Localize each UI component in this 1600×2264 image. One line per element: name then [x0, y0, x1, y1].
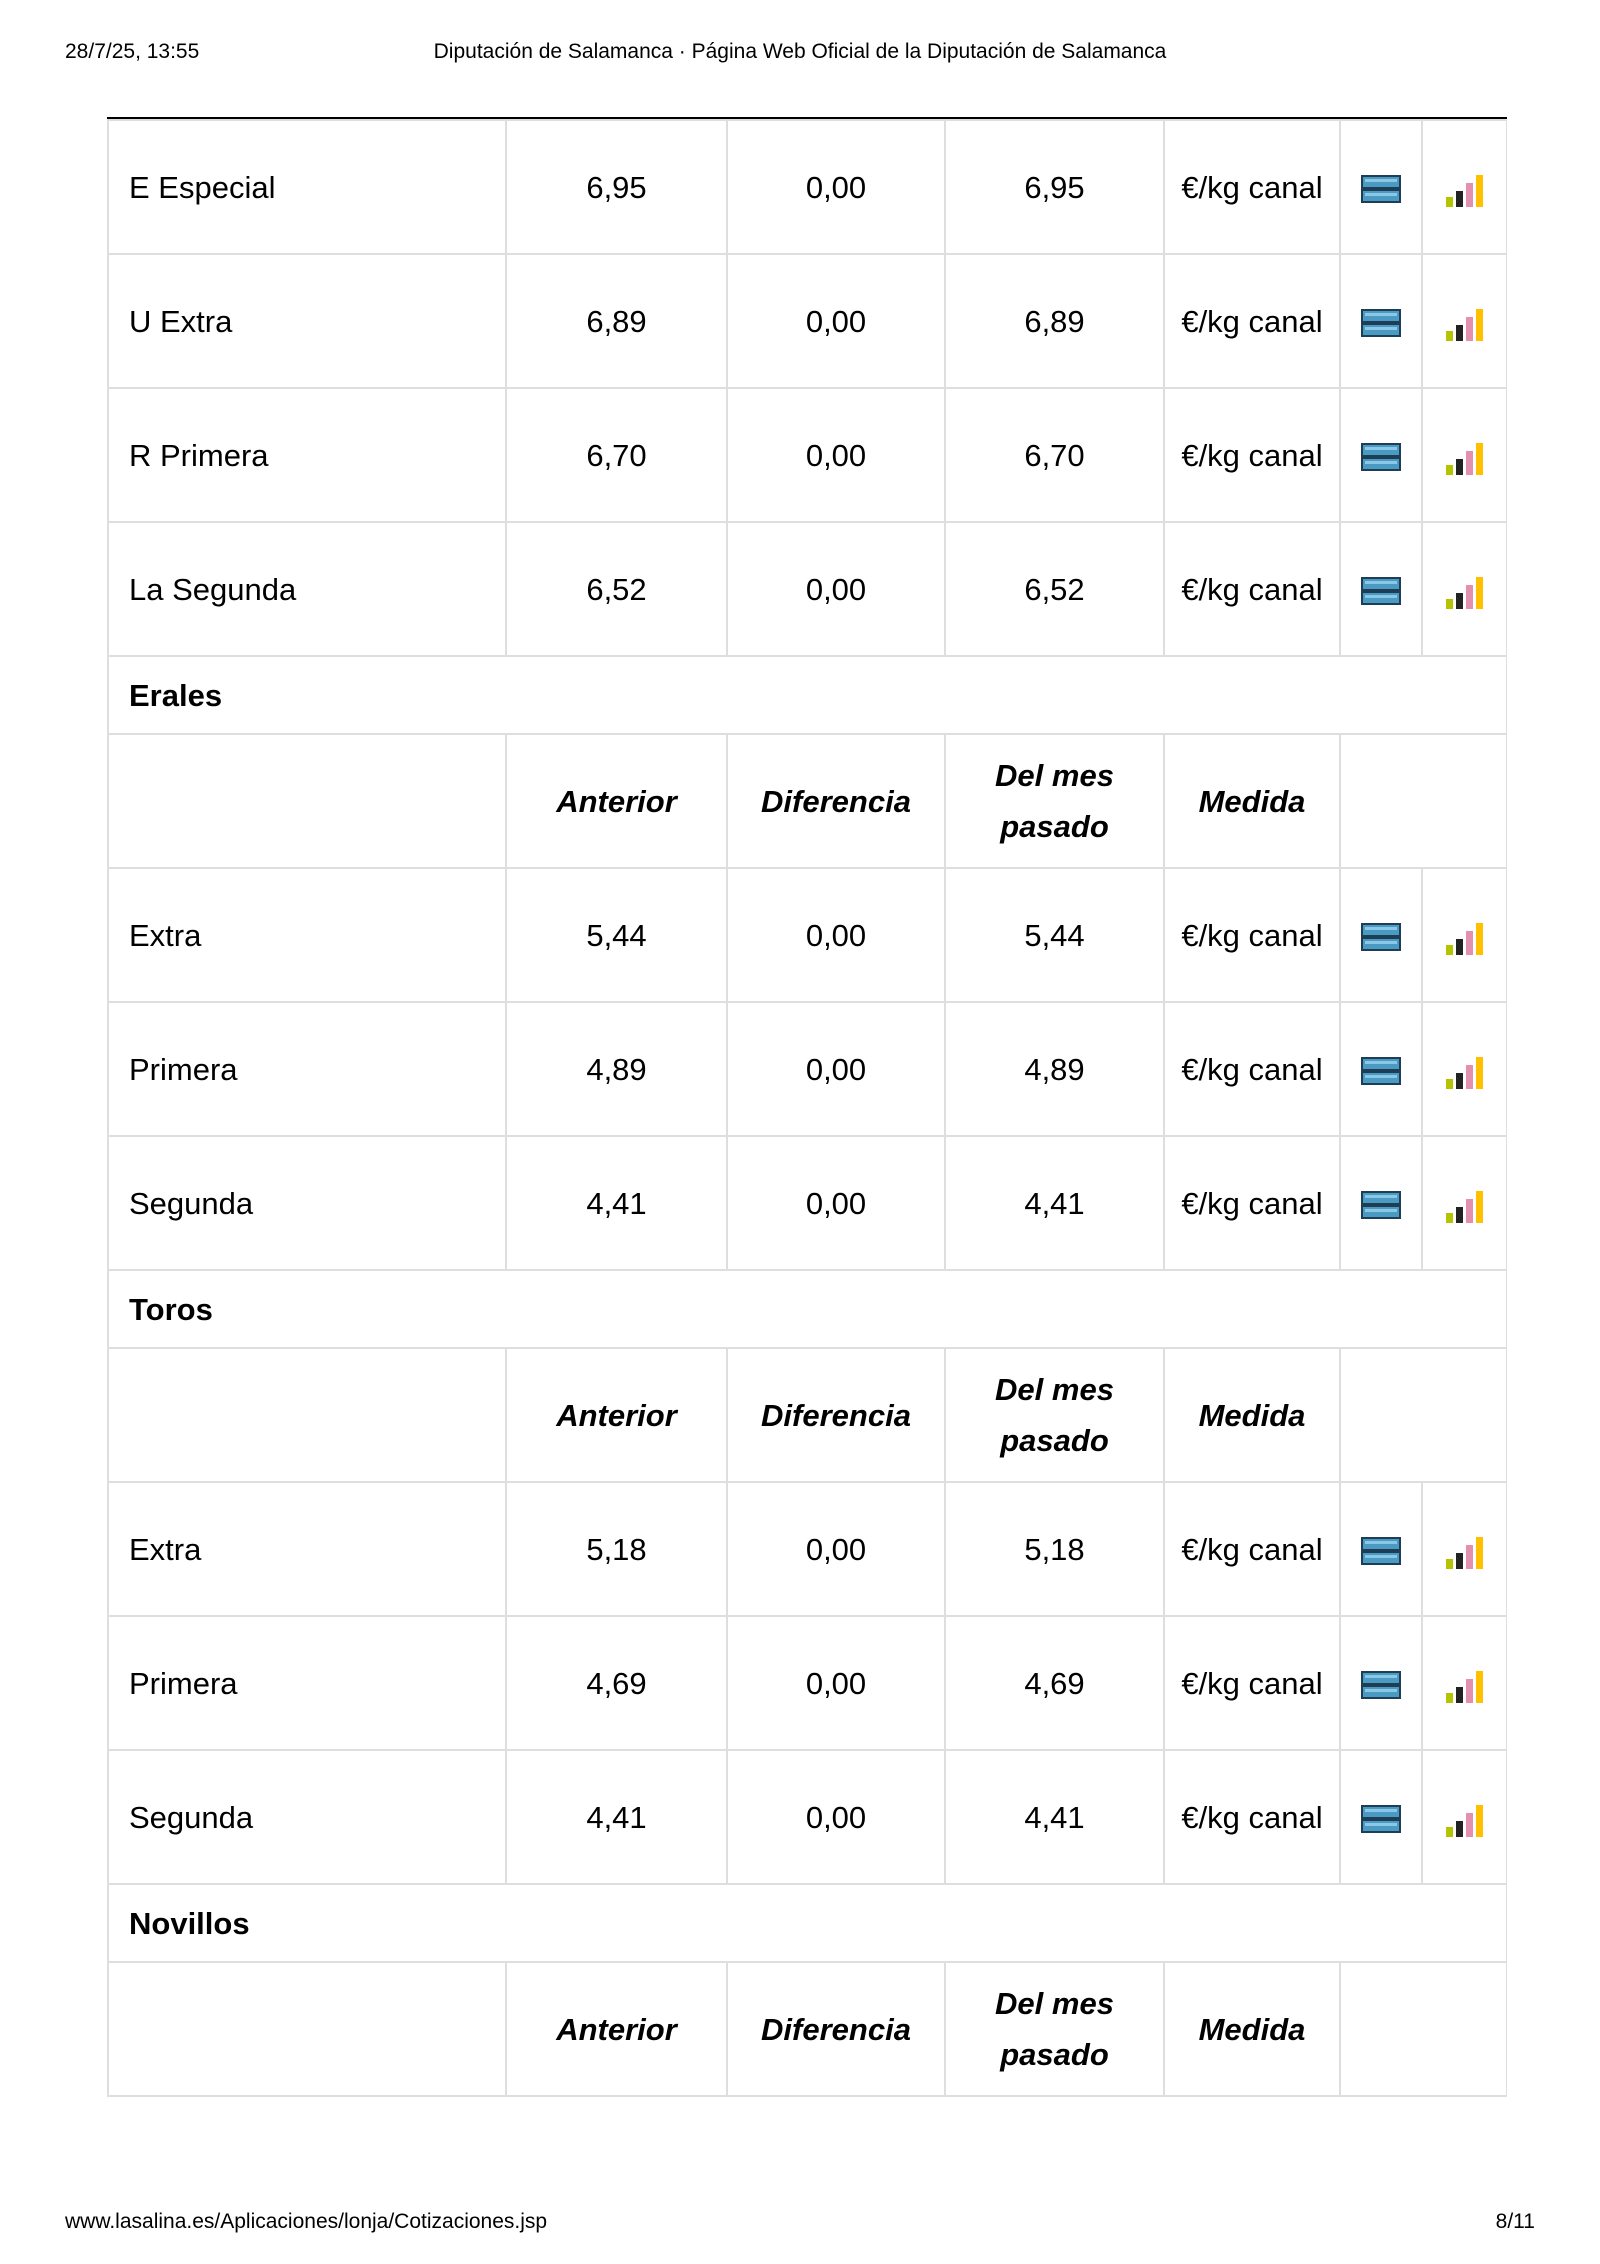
price-mes-pasado: 6,89 — [945, 254, 1164, 388]
bar-chart-icon[interactable] — [1444, 1187, 1486, 1223]
column-header-medida: Medida — [1164, 1348, 1340, 1482]
bar-chart-icon[interactable] — [1444, 1533, 1486, 1569]
table-icon[interactable] — [1361, 443, 1401, 471]
table-icon-cell[interactable] — [1340, 388, 1422, 522]
bar-chart-icon[interactable] — [1444, 919, 1486, 955]
price-diferencia: 0,00 — [727, 522, 945, 656]
print-url: www.lasalina.es/Aplicaciones/lonja/Cotizaciones.jsp — [65, 2210, 548, 2233]
price-diferencia: 0,00 — [727, 1002, 945, 1136]
category-name: Primera — [108, 1002, 506, 1136]
price-anterior: 6,70 — [506, 388, 727, 522]
cotizaciones-table — [107, 119, 1507, 2097]
category-name: R Primera — [108, 388, 506, 522]
price-unit: €/kg canal — [1164, 1136, 1340, 1270]
category-name: La Segunda — [108, 522, 506, 656]
column-header-anterior: Anterior — [506, 1348, 727, 1482]
chart-icon-cell[interactable] — [1422, 1616, 1507, 1750]
bar-chart-icon[interactable] — [1444, 1667, 1486, 1703]
price-mes-pasado: 5,18 — [945, 1482, 1164, 1616]
category-name: U Extra — [108, 254, 506, 388]
table-icon-cell[interactable] — [1340, 868, 1422, 1002]
section-header-row — [108, 656, 1507, 734]
price-unit: €/kg canal — [1164, 1750, 1340, 1884]
price-diferencia: 0,00 — [727, 254, 945, 388]
column-header-del-mes-pasado: Del mes pasado — [945, 734, 1164, 868]
chart-icon-cell[interactable] — [1422, 120, 1507, 254]
table-icon[interactable] — [1361, 1537, 1401, 1565]
price-unit: €/kg canal — [1164, 388, 1340, 522]
table-icon[interactable] — [1361, 577, 1401, 605]
table-icon-cell[interactable] — [1340, 1750, 1422, 1884]
bar-chart-icon[interactable] — [1444, 573, 1486, 609]
category-name: Segunda — [108, 1750, 506, 1884]
price-diferencia: 0,00 — [727, 1750, 945, 1884]
table-icon[interactable] — [1361, 923, 1401, 951]
category-name: Extra — [108, 868, 506, 1002]
column-header-empty — [108, 1348, 506, 1482]
column-header-empty — [108, 1962, 506, 2096]
table-row — [108, 1136, 1507, 1270]
table-row — [108, 120, 1507, 254]
column-header-row — [108, 734, 1507, 868]
column-header-empty — [108, 734, 506, 868]
price-anterior: 4,69 — [506, 1616, 727, 1750]
section-title: Toros — [108, 1270, 1507, 1348]
cotizaciones-table-container — [107, 117, 1507, 2118]
table-icon-cell[interactable] — [1340, 1616, 1422, 1750]
price-unit: €/kg canal — [1164, 1482, 1340, 1616]
chart-icon-cell[interactable] — [1422, 388, 1507, 522]
print-page-title: Diputación de Salamanca · Página Web Oficial de la Diputación de Salamanca — [433, 40, 1167, 63]
price-unit: €/kg canal — [1164, 1616, 1340, 1750]
price-anterior: 6,52 — [506, 522, 727, 656]
print-footer — [65, 2210, 1535, 2240]
table-icon[interactable] — [1361, 1057, 1401, 1085]
table-row — [108, 1616, 1507, 1750]
price-anterior: 4,89 — [506, 1002, 727, 1136]
price-unit: €/kg canal — [1164, 1002, 1340, 1136]
price-mes-pasado: 4,69 — [945, 1616, 1164, 1750]
table-row — [108, 868, 1507, 1002]
chart-icon-cell[interactable] — [1422, 868, 1507, 1002]
price-anterior: 5,44 — [506, 868, 727, 1002]
column-header-diferencia: Diferencia — [727, 1348, 945, 1482]
price-unit: €/kg canal — [1164, 868, 1340, 1002]
section-header-row — [108, 1270, 1507, 1348]
table-row — [108, 1002, 1507, 1136]
price-mes-pasado: 6,70 — [945, 388, 1164, 522]
section-title: Novillos — [108, 1884, 1507, 1962]
column-header-row — [108, 1962, 1507, 2096]
column-header-anterior: Anterior — [506, 734, 727, 868]
price-diferencia: 0,00 — [727, 1482, 945, 1616]
price-mes-pasado: 6,52 — [945, 522, 1164, 656]
price-anterior: 5,18 — [506, 1482, 727, 1616]
column-header-medida: Medida — [1164, 1962, 1340, 2096]
print-header — [65, 40, 1535, 70]
price-diferencia: 0,00 — [727, 1136, 945, 1270]
print-datetime: 28/7/25, 13:55 — [65, 40, 200, 63]
table-icon-cell[interactable] — [1340, 1136, 1422, 1270]
chart-icon-cell[interactable] — [1422, 1002, 1507, 1136]
print-page-number: 8/11 — [1495, 2210, 1535, 2233]
column-header-del-mes-pasado: Del mes pasado — [945, 1962, 1164, 2096]
price-anterior: 4,41 — [506, 1136, 727, 1270]
chart-icon-cell[interactable] — [1422, 522, 1507, 656]
bar-chart-icon[interactable] — [1444, 171, 1486, 207]
category-name: Primera — [108, 1616, 506, 1750]
price-diferencia: 0,00 — [727, 868, 945, 1002]
chart-icon-cell[interactable] — [1422, 1750, 1507, 1884]
table-row — [108, 522, 1507, 656]
table-icon[interactable] — [1361, 175, 1401, 203]
bar-chart-icon[interactable] — [1444, 439, 1486, 475]
table-row — [108, 1482, 1507, 1616]
table-icon-cell[interactable] — [1340, 1002, 1422, 1136]
price-anterior: 6,95 — [506, 120, 727, 254]
price-unit: €/kg canal — [1164, 120, 1340, 254]
price-mes-pasado: 4,89 — [945, 1002, 1164, 1136]
category-name: Extra — [108, 1482, 506, 1616]
column-header-actions — [1340, 734, 1507, 868]
price-unit: €/kg canal — [1164, 254, 1340, 388]
section-header-row — [108, 1884, 1507, 1962]
chart-icon-cell[interactable] — [1422, 1482, 1507, 1616]
price-mes-pasado: 6,95 — [945, 120, 1164, 254]
price-mes-pasado: 4,41 — [945, 1750, 1164, 1884]
price-anterior: 4,41 — [506, 1750, 727, 1884]
price-anterior: 6,89 — [506, 254, 727, 388]
bar-chart-icon[interactable] — [1444, 1053, 1486, 1089]
table-icon-cell[interactable] — [1340, 254, 1422, 388]
column-header-actions — [1340, 1348, 1507, 1482]
column-header-medida: Medida — [1164, 734, 1340, 868]
column-header-anterior: Anterior — [506, 1962, 727, 2096]
column-header-del-mes-pasado: Del mes pasado — [945, 1348, 1164, 1482]
table-icon[interactable] — [1361, 1671, 1401, 1699]
section-title: Erales — [108, 656, 1507, 734]
price-diferencia: 0,00 — [727, 388, 945, 522]
price-diferencia: 0,00 — [727, 120, 945, 254]
price-mes-pasado: 4,41 — [945, 1136, 1164, 1270]
table-icon[interactable] — [1361, 1191, 1401, 1219]
category-name: E Especial — [108, 120, 506, 254]
price-mes-pasado: 5,44 — [945, 868, 1164, 1002]
table-row — [108, 254, 1507, 388]
table-icon[interactable] — [1361, 309, 1401, 337]
column-header-actions — [1340, 1962, 1507, 2096]
table-icon-cell[interactable] — [1340, 522, 1422, 656]
column-header-diferencia: Diferencia — [727, 1962, 945, 2096]
table-icon-cell[interactable] — [1340, 120, 1422, 254]
table-icon-cell[interactable] — [1340, 1482, 1422, 1616]
category-name: Segunda — [108, 1136, 506, 1270]
column-header-row — [108, 1348, 1507, 1482]
table-row — [108, 1750, 1507, 1884]
column-header-diferencia: Diferencia — [727, 734, 945, 868]
bar-chart-icon[interactable] — [1444, 1801, 1486, 1837]
table-row — [108, 388, 1507, 522]
chart-icon-cell[interactable] — [1422, 254, 1507, 388]
price-diferencia: 0,00 — [727, 1616, 945, 1750]
table-icon[interactable] — [1361, 1805, 1401, 1833]
chart-icon-cell[interactable] — [1422, 1136, 1507, 1270]
price-unit: €/kg canal — [1164, 522, 1340, 656]
bar-chart-icon[interactable] — [1444, 305, 1486, 341]
